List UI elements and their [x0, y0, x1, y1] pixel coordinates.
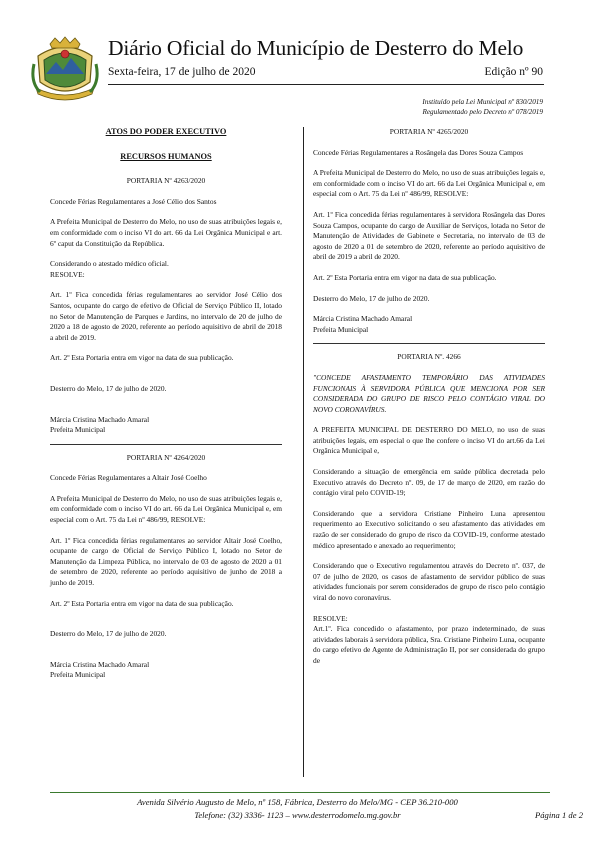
portaria-4263-preamble: A Prefeita Municipal de Desterro do Melo, no uso de suas atribuições legais e, em conformidade com o inciso VI do art. 66 da Lei Orgânica Municipal e art. 6º caput da Constituição da República. [50, 217, 282, 248]
portaria-4265-role: Prefeita Municipal [313, 324, 369, 334]
portaria-4266-resolve: RESOLVE: [313, 613, 348, 623]
edition-number: Edição nº 90 [484, 66, 543, 78]
portaria-4263-signer: Márcia Cristina Machado Amaral [50, 414, 150, 424]
left-column [50, 127, 282, 681]
portaria-4264-signer: Márcia Cristina Machado Amaral [50, 659, 150, 669]
column-divider [303, 127, 304, 777]
portaria-4266-title: PORTARIA Nº. 4266 [397, 352, 461, 362]
portaria-4266-art1: Art.1º. Fica concedido o afastamento, por prazo indeterminado, de suas atividades laborais à servidora pública, Sra. Cristiane Pinheiro Luna, ocupante do cargo efetivo de Agente de Administração II, por ser considerada do grupo de [313, 624, 545, 665]
footer-divider [50, 792, 550, 793]
portaria-4265-title: PORTARIA Nº 4265/2020 [389, 127, 469, 136]
separator [313, 343, 545, 344]
portaria-4264-place-date: Desterro do Melo, 17 de julho de 2020. [50, 629, 167, 639]
regulated-decree: Regulamentado pelo Decreto nº 078/2019 [422, 108, 543, 116]
portaria-4265-place-date: Desterro do Melo, 17 de julho de 2020. [313, 293, 430, 303]
subsection-heading: RECURSOS HUMANOS [120, 151, 212, 161]
issue-date: Sexta-feira, 17 de julho de 2020 [108, 66, 256, 78]
portaria-4266-preamble: A PREFEITA MUNICIPAL DE DESTERRO DO MELO, no uso de suas atribuições legais, em especial o que lhe confere o inciso VI do art.66 da Lei Orgânica Municipal e, [313, 425, 545, 456]
portaria-4266-considering-2: Considerando que a servidora Cristiane Pinheiro Luna apresentou requerimento ao Executivo solicitando o seu afastamento das atividades em razão de ser considerado do grupo de risco da COVID-19, conforme atestado médico apresentado e anexado ao requerimento; [313, 508, 545, 550]
portaria-4264-art2: Art. 2º Esta Portaria entra em vigor na data de sua publicação. [50, 598, 234, 608]
portaria-4265-signer: Márcia Cristina Machado Amaral [313, 314, 413, 324]
portaria-4263-art2: Art. 2º Esta Portaria entra em vigor na data de sua publicação. [50, 353, 234, 363]
footer-address: Avenida Silvério Augusto de Melo, nº 158, Fábrica, Desterro do Melo/MG - CEP 36.210-000 [137, 797, 458, 807]
portaria-4263-resolve: RESOLVE: [50, 269, 85, 279]
portaria-4264-art1: Art. 1º Fica concedida férias regulamentares ao servidor Altair José Coelho, ocupante de cargo de Oficial de Serviço Público I, lotado no Setor de Manutenção da Limpeza Pública, no intervalo de 03 de agosto de 2020 a 01 de setembro de 2020, referente ao período aquisitivo de junho de 2018 a junho de 2019. [50, 535, 282, 588]
section-heading: ATOS DO PODER EXECUTIVO [105, 127, 227, 136]
portaria-4264-title: PORTARIA Nº 4264/2020 [126, 452, 206, 462]
portaria-4266-considering-3: Considerando que o Executivo regulamentou através do Decreto nº. 037, de 07 de julho de 2020, os casos de afastamento de servidor público de suas atividades funcionais por serem considerados de grupo de risco pelo contágio viral do novo coronavírus. [313, 561, 545, 602]
footer-contact: Telefone: (32) 3336- 1123 – www.desterrodomelo.mg.gov.br [194, 810, 401, 820]
header-divider [108, 84, 544, 85]
portaria-4266-summary: "CONCEDE AFASTAMENTO TEMPORÁRIO DAS ATIVIDADES FUNCIONAIS À SERVIDORA PÚBLICA QUE MENCIONA POR SER CONSIDERADA DO GRUPO DE RISCO PELO CONTÁGIO VIRAL DO NOVO CORONAVÍRUS. [313, 372, 545, 414]
portaria-4265-summary: Concede Férias Regulamentares a Rosângela das Dores Souza Campos [313, 147, 524, 157]
portaria-4264-preamble: A Prefeita Municipal de Desterro do Melo, no uso de suas atribuições legais e, em conformidade com o inciso VI do art. 66 da Lei Orgânica Municipal e, em especial com o Art. 75 da Lei nº 486/99, RESOLVE: [50, 493, 282, 525]
portaria-4264-summary: Concede Férias Regulamentares a Altair José Coelho [50, 473, 207, 483]
portaria-4263-place-date: Desterro do Melo, 17 de julho de 2020. [50, 383, 167, 393]
portaria-4265-art1: Art. 1º Fica concedida férias regulamentares à servidora Rosângela das Dores Souza Campos, ocupante do cargo de Auxiliar de Serviços, lotada no Setor de Manutenção de Atividades de Gabinete e Secretaria, no intervalo de 03 de agosto de 2020 a 01 de setembro de 2020, referente ao período aquisitivo de abril de 2019 a abril de 2020. [313, 209, 545, 262]
instituted-law: Instituído pela Lei Municipal nº 830/2019 [422, 98, 543, 106]
portaria-4265-art2: Art. 2º Esta Portaria entra em vigor na data de sua publicação. [313, 272, 497, 282]
portaria-4263-summary: Concede Férias Regulamentares a José Célio dos Santos [50, 196, 217, 206]
portaria-4263-title: PORTARIA Nº 4263/2020 [126, 176, 206, 186]
portaria-4265-preamble: A Prefeita Municipal de Desterro do Melo, no uso de suas atribuições legais e, em conformidade com o inciso VI do art. 66 da Lei Orgânica Municipal e, em especial com o Art. 75 da Lei nº 486/99, RESOLVE: [313, 168, 545, 199]
newspaper-title: Diário Oficial do Município de Desterro do Melo [108, 36, 524, 60]
municipal-coat-of-arms-icon [30, 34, 100, 104]
right-column [313, 127, 545, 677]
portaria-4266-considering-1: Considerando a situação de emergência em saúde pública decretada pelo Executivo através do Decreto nº. 09, de 17 de março de 2020, em razão do contágio viral pelo COVID-19; [313, 467, 545, 498]
page-number: Página 1 de 2 [535, 810, 583, 820]
portaria-4263-role: Prefeita Municipal [50, 425, 106, 435]
portaria-4263-art1: Art. 1º Fica concedida férias regulamentares ao servidor José Célio dos Santos, ocupante do cargo de efetivo de Oficial de Serviço Público II, lotado no Setor de Manutenção de Parques e Jardins, no intervalo de 20 de julho de 2020 a 18 de agosto de 2020, referente ao período aquisitivo de abril de 2018 a abril de 2019. [50, 290, 282, 342]
separator [50, 444, 282, 445]
portaria-4264-role: Prefeita Municipal [50, 670, 106, 680]
portaria-4263-considering: Considerando o atestado médico oficial. [50, 259, 169, 269]
